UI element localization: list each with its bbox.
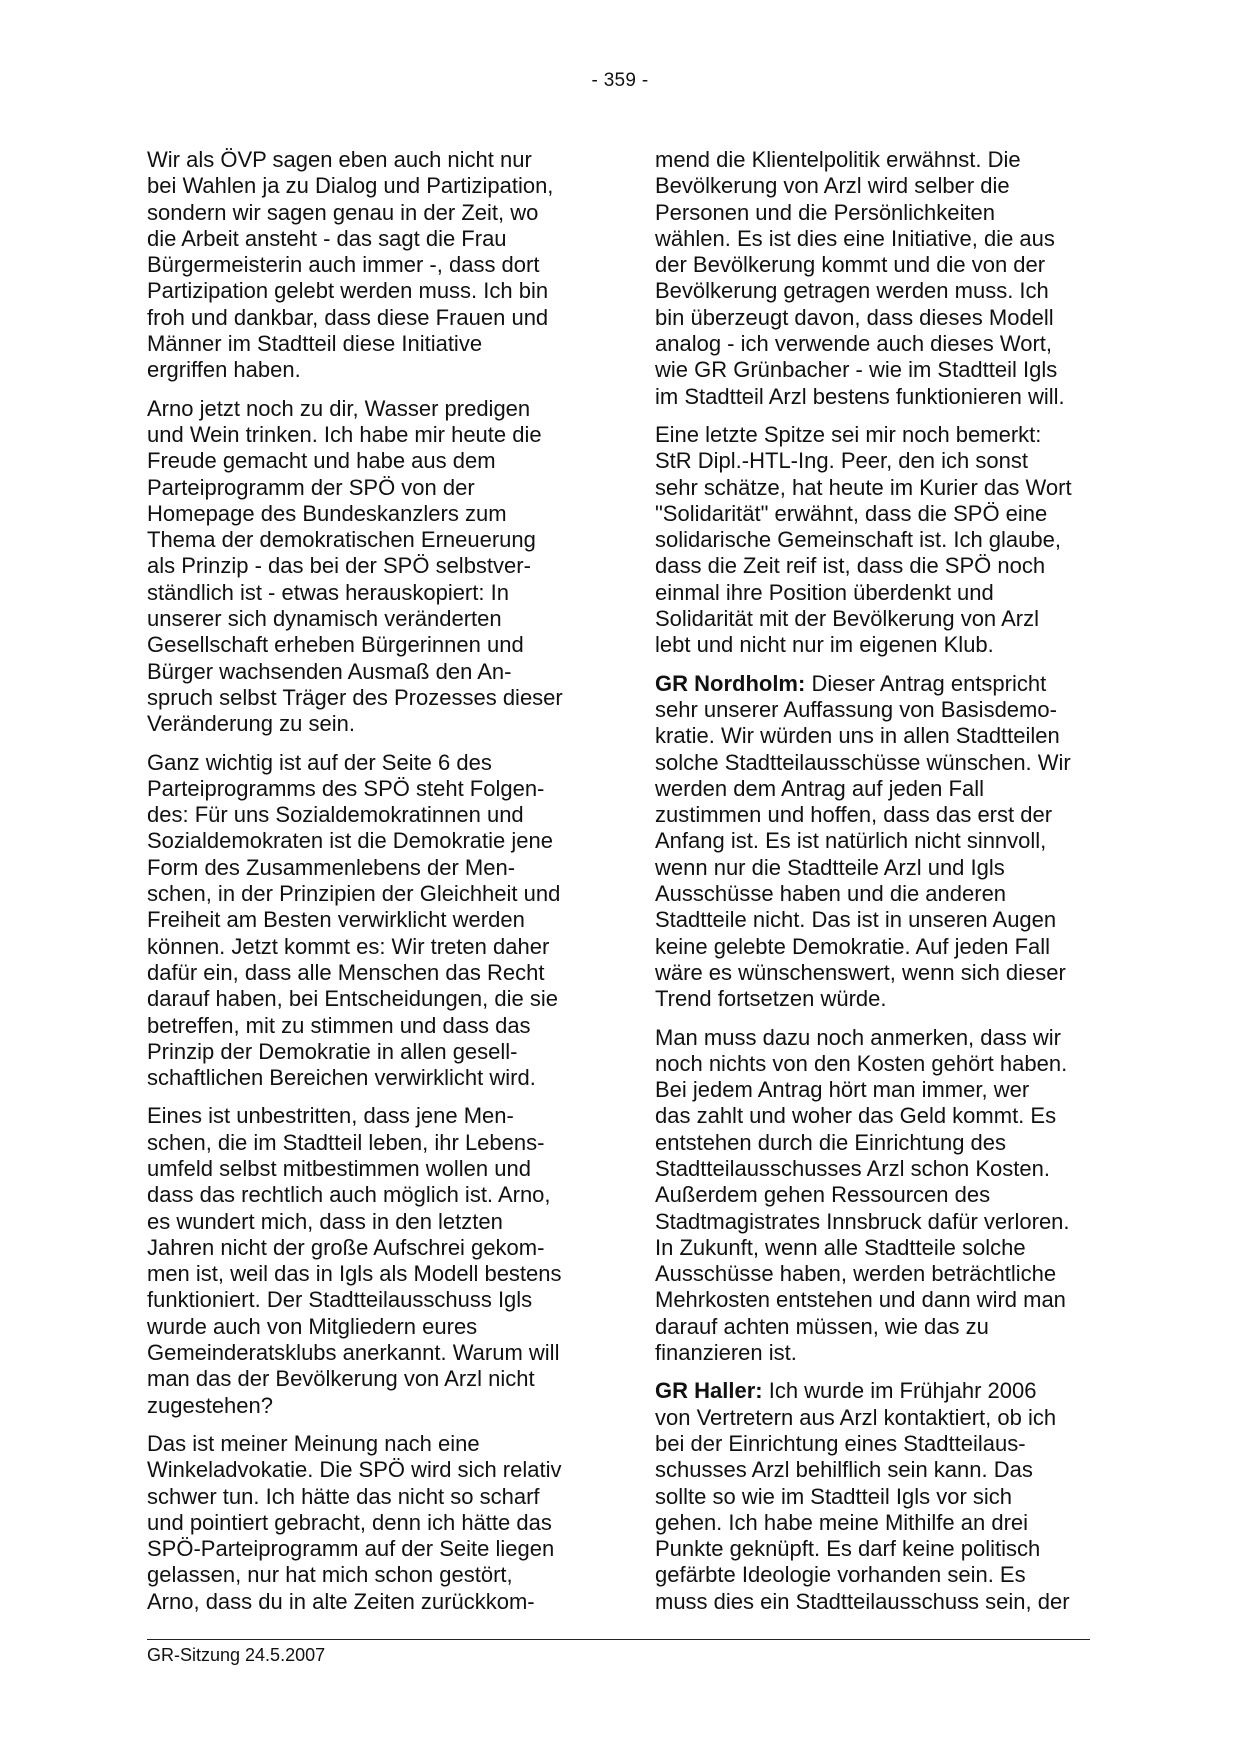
text-line: Arno, dass du in alte Zeiten zurückkom- bbox=[147, 1588, 535, 1614]
paragraph bbox=[147, 1103, 597, 1419]
text-line: Bei jedem Antrag hört man immer, wer bbox=[655, 1077, 1030, 1103]
text-line: ständlich ist - etwas herauskopiert: In bbox=[147, 579, 509, 605]
text-line: Stadtteile nicht. Das ist in unseren Augen bbox=[655, 907, 1057, 933]
text-line: schusses Arzl behilflich sein kann. Das bbox=[655, 1457, 1033, 1483]
text-line: In Zukunft, wenn alle Stadtteile solche bbox=[655, 1234, 1026, 1260]
text-line: des: Für uns Sozialdemokratinnen und bbox=[147, 802, 524, 828]
text-line: Gemeinderatsklubs anerkannt. Warum will bbox=[147, 1340, 560, 1366]
text-line: sollte so wie im Stadtteil Igls vor sich bbox=[655, 1483, 1013, 1509]
text-line: Eines ist unbestritten, dass jene Men- bbox=[147, 1103, 514, 1129]
speaker-name: GR Nordholm: bbox=[655, 670, 806, 696]
text-line: dass die Zeit reif ist, dass die SPÖ noch bbox=[655, 553, 1046, 579]
text-line: wäre es wünschenswert, wenn sich dieser bbox=[655, 959, 1066, 985]
text-line: zugestehen? bbox=[147, 1392, 273, 1418]
text-line: Freude gemacht und habe aus dem bbox=[147, 448, 496, 474]
text-line: Anfang ist. Es ist natürlich nicht sinnvoll, bbox=[655, 828, 1047, 854]
text-line: StR Dipl.-HTL-Ing. Peer, den ich sonst bbox=[655, 448, 1028, 474]
text-line: Wir als ÖVP sagen eben auch nicht nur bbox=[147, 147, 532, 172]
paragraph bbox=[147, 1431, 597, 1615]
text-line: unserer sich dynamisch veränderten bbox=[147, 606, 502, 632]
text-line: Bürgermeisterin auch immer -, dass dort bbox=[147, 252, 540, 278]
text-line: Bevölkerung getragen werden muss. Ich bbox=[655, 278, 1049, 304]
text-line: Thema der demokratischen Erneuerung bbox=[147, 527, 536, 553]
text-line: Jahren nicht der große Aufschrei gekom- bbox=[147, 1234, 545, 1260]
text-line: sehr schätze, hat heute im Kurier das Wort bbox=[655, 474, 1072, 500]
text-line: Man muss dazu noch anmerken, dass wir bbox=[655, 1024, 1061, 1050]
text-line: Parteiprogramms des SPÖ steht Folgen- bbox=[147, 775, 545, 801]
text-line: Homepage des Bundeskanzlers zum bbox=[147, 500, 507, 526]
text-line: werden dem Antrag auf jeden Fall bbox=[655, 775, 984, 801]
text-line: spruch selbst Träger des Prozesses dieser bbox=[147, 684, 563, 710]
text-line: darauf achten müssen, wie das zu bbox=[655, 1313, 989, 1339]
text-line: Veränderung zu sein. bbox=[147, 711, 355, 737]
text-line: schen, in der Prinzipien der Gleichheit und bbox=[147, 881, 561, 907]
text-line: als Prinzip - das bei der SPÖ selbstver- bbox=[147, 553, 531, 579]
text-line: solche Stadtteilausschüsse wünschen. Wir bbox=[655, 749, 1071, 775]
speaker-line bbox=[655, 671, 1100, 697]
text-line: Trend fortsetzen würde. bbox=[655, 986, 887, 1012]
text-line: wie GR Grünbacher - wie im Stadtteil Igls bbox=[655, 357, 1058, 383]
text-line: Stadtteilausschusses Arzl schon Kosten. bbox=[655, 1155, 1050, 1181]
text-line: das zahlt und woher das Geld kommt. Es bbox=[655, 1103, 1057, 1129]
paragraph bbox=[147, 396, 597, 738]
text-line: bin überzeugt davon, dass dieses Modell bbox=[655, 304, 1054, 330]
text-line: ergriffen haben. bbox=[147, 357, 301, 383]
text-line: Ausschüsse haben, werden beträchtliche bbox=[655, 1261, 1057, 1287]
text-line: Eine letzte Spitze sei mir noch bemerkt: bbox=[655, 421, 1042, 447]
text-line: Gesellschaft erheben Bürgerinnen und bbox=[147, 632, 524, 658]
paragraph bbox=[147, 147, 597, 384]
text-line: wurde auch von Mitgliedern eures bbox=[147, 1313, 478, 1339]
footer-divider bbox=[147, 1639, 1090, 1640]
text-line: Außerdem gehen Ressourcen des bbox=[655, 1182, 991, 1208]
text-line: Männer im Stadtteil diese Initiative bbox=[147, 331, 483, 357]
text-line: Punkte geknüpft. Es darf keine politisch bbox=[655, 1536, 1041, 1562]
text-line: Das ist meiner Meinung nach eine bbox=[147, 1430, 480, 1456]
speaker-name: GR Haller: bbox=[655, 1378, 763, 1404]
left-column bbox=[147, 147, 597, 1627]
paragraph bbox=[655, 671, 1100, 1013]
text-line: können. Jetzt kommt es: Wir treten daher bbox=[147, 933, 550, 959]
text-line: Stadtmagistrates Innsbruck dafür verloren. bbox=[655, 1208, 1070, 1234]
text-line: "Solidarität" erwähnt, dass die SPÖ eine bbox=[655, 500, 1048, 526]
text-line: Freiheit am Besten verwirklicht werden bbox=[147, 907, 525, 933]
paragraph bbox=[655, 1025, 1100, 1367]
text-line: analog - ich verwende auch dieses Wort, bbox=[655, 331, 1053, 357]
text-line: Form des Zusammenlebens der Men- bbox=[147, 854, 516, 880]
text-line: kratie. Wir würden uns in allen Stadtteilen bbox=[655, 723, 1060, 749]
text-line: finanzieren ist. bbox=[655, 1340, 797, 1366]
text-line: und pointiert gebracht, denn ich hätte das bbox=[147, 1509, 552, 1535]
right-column bbox=[655, 147, 1100, 1627]
text-line: sehr unserer Auffassung von Basisdemo- bbox=[655, 696, 1057, 722]
text-line: darauf haben, bei Entscheidungen, die sie bbox=[147, 986, 558, 1012]
text-line: bei der Einrichtung eines Stadtteilaus- bbox=[655, 1430, 1026, 1456]
text-line: Arno jetzt noch zu dir, Wasser predigen bbox=[147, 395, 531, 421]
text-line: Bürger wachsenden Ausmaß den An- bbox=[147, 658, 512, 684]
text-line: umfeld selbst mitbestimmen wollen und bbox=[147, 1155, 531, 1181]
speaker-line bbox=[655, 1378, 1100, 1404]
text-line: zustimmen und hoffen, dass das erst der bbox=[655, 802, 1053, 828]
page-number: - 359 - bbox=[591, 70, 649, 91]
paragraph bbox=[655, 422, 1100, 659]
text-line: mend die Klientelpolitik erwähnst. Die bbox=[655, 147, 1021, 172]
text-line: Mehrkosten entstehen und dann wird man bbox=[655, 1287, 1066, 1313]
speaker-line-text: Dieser Antrag entspricht bbox=[805, 670, 1047, 696]
text-line: Parteiprogramm der SPÖ von der bbox=[147, 474, 475, 500]
text-line: schen, die im Stadtteil leben, ihr Lebens- bbox=[147, 1129, 545, 1155]
text-line: wählen. Es ist dies eine Initiative, die aus bbox=[655, 225, 1055, 251]
text-line: sondern wir sagen genau in der Zeit, wo bbox=[147, 199, 539, 225]
text-line: wenn nur die Stadtteile Arzl und Igls bbox=[655, 854, 1005, 880]
text-line: dass das rechtlich auch möglich ist. Arno, bbox=[147, 1182, 551, 1208]
text-line: SPÖ-Parteiprogramm auf der Seite liegen bbox=[147, 1536, 555, 1562]
footer-text: GR-Sitzung 24.5.2007 bbox=[147, 1645, 326, 1665]
text-line: entstehen durch die Einrichtung des bbox=[655, 1129, 1007, 1155]
text-line: im Stadtteil Arzl bestens funktionieren will. bbox=[655, 383, 1065, 409]
text-line: Prinzip der Demokratie in allen gesell- bbox=[147, 1038, 518, 1064]
text-line: gefärbte Ideologie vorhanden sein. Es bbox=[655, 1562, 1026, 1588]
text-line: funktioniert. Der Stadtteilausschuss Igls bbox=[147, 1287, 533, 1313]
text-line: Sozialdemokraten ist die Demokratie jene bbox=[147, 828, 553, 854]
text-line: solidarische Gemeinschaft ist. Ich glaube, bbox=[655, 527, 1061, 553]
text-line: gelassen, nur hat mich schon gestört, bbox=[147, 1562, 513, 1588]
text-line: einmal ihre Position überdenkt und bbox=[655, 579, 994, 605]
text-line: Bevölkerung von Arzl wird selber die bbox=[655, 173, 1010, 199]
text-line: die Arbeit ansteht - das sagt die Frau bbox=[147, 225, 507, 251]
text-line: und Wein trinken. Ich habe mir heute die bbox=[147, 421, 542, 447]
text-line: Partizipation gelebt werden muss. Ich bin bbox=[147, 278, 549, 304]
text-line: men ist, weil das in Igls als Modell bestens bbox=[147, 1261, 562, 1287]
paragraph bbox=[147, 750, 597, 1092]
text-line: gehen. Ich habe meine Mithilfe an drei bbox=[655, 1509, 1029, 1535]
text-line: lebt und nicht nur im eigenen Klub. bbox=[655, 632, 994, 658]
text-line: es wundert mich, dass in den letzten bbox=[147, 1208, 503, 1234]
text-line: der Bevölkerung kommt und die von der bbox=[655, 252, 1046, 278]
text-line: schwer tun. Ich hätte das nicht so scharf bbox=[147, 1483, 540, 1509]
paragraph bbox=[655, 1378, 1100, 1615]
paragraph bbox=[655, 147, 1100, 410]
text-line: noch nichts von den Kosten gehört haben. bbox=[655, 1050, 1068, 1076]
text-line: man das der Bevölkerung von Arzl nicht bbox=[147, 1366, 535, 1392]
text-line: Solidarität mit der Bevölkerung von Arzl bbox=[655, 606, 1039, 632]
speaker-line-text: Ich wurde im Frühjahr 2006 bbox=[762, 1378, 1037, 1404]
text-line: Ausschüsse haben und die anderen bbox=[655, 881, 1007, 907]
text-line: betreffen, mit zu stimmen und dass das bbox=[147, 1012, 531, 1038]
text-line: Winkeladvokatie. Die SPÖ wird sich relativ bbox=[147, 1457, 562, 1483]
text-line: muss dies ein Stadtteilausschuss sein, der bbox=[655, 1588, 1070, 1614]
text-line: von Vertretern aus Arzl kontaktiert, ob ich bbox=[655, 1404, 1057, 1430]
text-line: keine gelebte Demokratie. Auf jeden Fall bbox=[655, 933, 1051, 959]
text-line: dafür ein, dass alle Menschen das Recht bbox=[147, 959, 545, 985]
text-line: bei Wahlen ja zu Dialog und Partizipation, bbox=[147, 173, 554, 199]
text-line: schaftlichen Bereichen verwirklicht wird. bbox=[147, 1065, 536, 1091]
text-line: Personen und die Persönlichkeiten bbox=[655, 199, 996, 225]
text-line: froh und dankbar, dass diese Frauen und bbox=[147, 304, 549, 330]
text-line: Ganz wichtig ist auf der Seite 6 des bbox=[147, 749, 492, 775]
